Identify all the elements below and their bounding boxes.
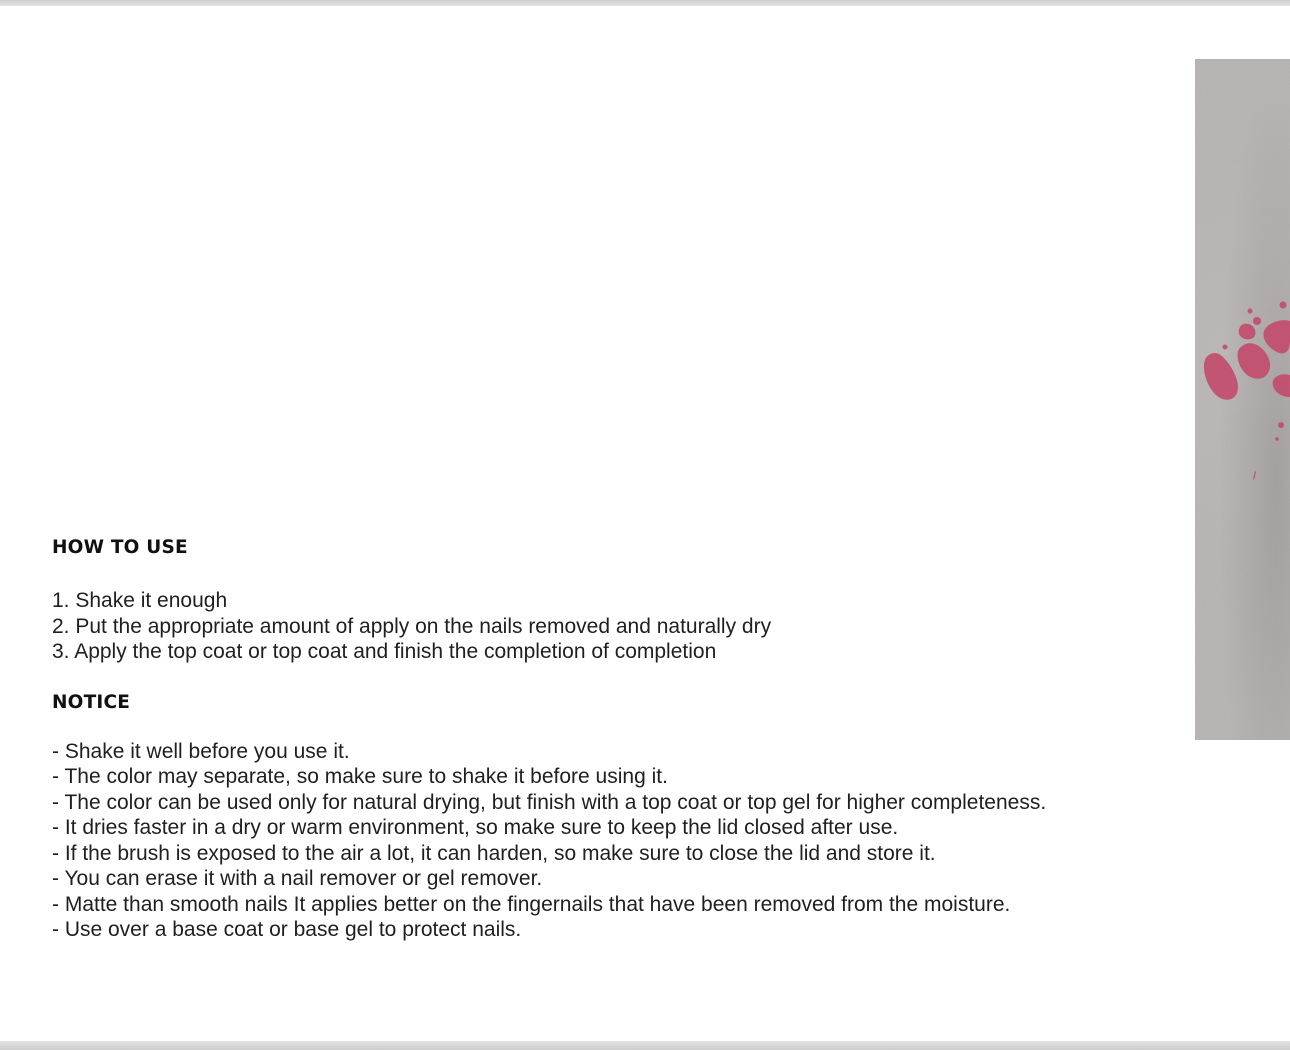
notice-item: - Use over a base coat or base gel to protect nails. (52, 918, 522, 941)
page-top-border (0, 0, 1290, 6)
notice-item: - Matte than smooth nails It applies better on the fingernails that have been removed from the moisture. (52, 892, 1011, 916)
notice-item: - The color may separate, so make sure to shake it before using it. (52, 765, 668, 788)
how-to-use-heading: HOW TO USE (52, 537, 188, 558)
polish-splash-graphic (1195, 59, 1290, 740)
instructions-section (52, 536, 1182, 943)
notice-item: - If the brush is exposed to the air a lot, it can harden, so make sure to close the lid and store it. (52, 841, 936, 865)
notice-item: - It dries faster in a dry or warm environment, so make sure to keep the lid closed after use. (52, 816, 899, 839)
how-to-use-steps (52, 588, 1182, 665)
step-item: 1. Shake it enough (52, 589, 228, 612)
step-item: 2. Put the appropriate amount of apply on the nails removed and naturally dry (52, 614, 772, 638)
nail-polish-splash-image (1195, 59, 1290, 740)
notice-list (52, 739, 1182, 943)
notice-item: - Shake it well before you use it. (52, 739, 350, 763)
page-bottom-border (0, 1041, 1290, 1050)
notice-heading: NOTICE (52, 691, 131, 713)
notice-item: - The color can be used only for natural drying, but finish with a top coat or top gel for higher completeness. (52, 790, 1047, 814)
step-item: 3. Apply the top coat or top coat and finish the completion of completion (52, 640, 717, 663)
notice-item: - You can erase it with a nail remover or gel remover. (52, 867, 543, 890)
